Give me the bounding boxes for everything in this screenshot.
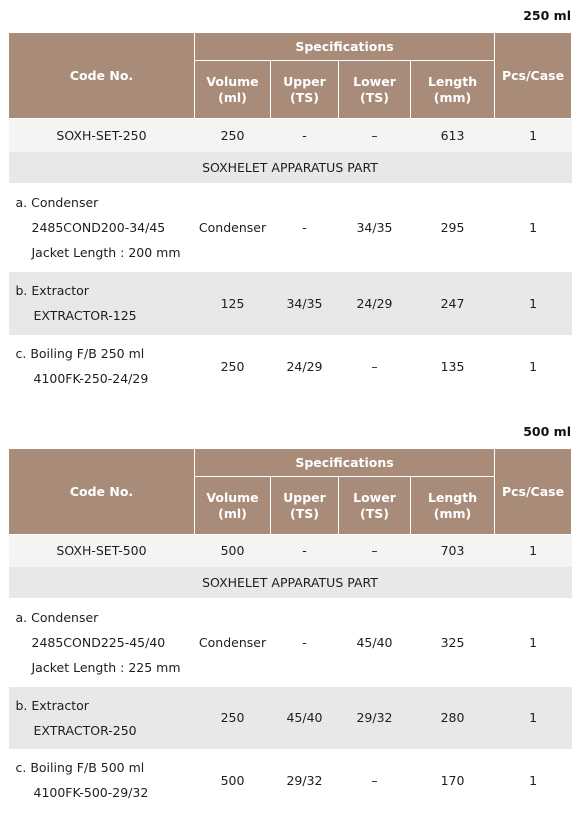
- set-lower: –: [371, 127, 378, 143]
- part-lower: 29/32: [356, 710, 393, 725]
- part-pcs: 1: [529, 634, 538, 650]
- part-volume: Condenser: [198, 219, 267, 235]
- header-length: Length (mm): [411, 477, 495, 535]
- set-length: 613: [440, 127, 465, 143]
- part-lower: –: [371, 358, 378, 374]
- size-label-250: 250 ml: [523, 8, 571, 23]
- part-volume: 250: [220, 358, 245, 374]
- part-code: b. Extractor EXTRACTOR-125: [15, 283, 137, 323]
- part-code: c. Boiling F/B 250 ml 4100FK-250-24/29: [15, 346, 149, 386]
- part-upper: 24/29: [286, 358, 323, 374]
- set-length: 703: [440, 543, 465, 559]
- set-volume: 500: [220, 543, 245, 559]
- header-lower: Lower (TS): [339, 477, 411, 535]
- set-lower: –: [371, 543, 378, 559]
- set-code: SOXH-SET-500: [56, 543, 147, 559]
- header-pcs-case: Pcs/Case: [495, 33, 572, 119]
- part-lower: 45/40: [356, 634, 393, 650]
- part-lower: 24/29: [356, 295, 393, 311]
- part-code: a. Condenser 2485COND225-45/40 Jacket Length : 225 mm: [15, 609, 181, 675]
- header-length: Length (mm): [411, 61, 495, 119]
- set-row: [9, 535, 572, 567]
- set-pcs: 1: [529, 543, 538, 559]
- header-code-no: Code No.: [9, 449, 195, 535]
- part-lower: 34/35: [356, 219, 393, 235]
- section-title-row: [9, 567, 572, 598]
- part-length: 247: [440, 295, 465, 311]
- header-specifications: Specifications: [195, 449, 495, 477]
- set-upper: -: [302, 127, 307, 143]
- part-length: 295: [440, 219, 465, 235]
- part-upper: 29/32: [286, 772, 323, 788]
- part-code: c. Boiling F/B 500 ml 4100FK-500-29/32: [15, 760, 149, 800]
- part-length: 170: [440, 772, 465, 788]
- part-pcs: 1: [529, 772, 538, 788]
- set-row: [9, 119, 572, 152]
- part-lower: –: [371, 772, 378, 788]
- header-pcs-case: Pcs/Case: [495, 449, 572, 535]
- part-upper: 45/40: [286, 710, 323, 725]
- part-pcs: 1: [529, 295, 538, 311]
- table-row: [9, 598, 572, 687]
- part-upper: -: [302, 219, 307, 235]
- header-upper: Upper (TS): [271, 477, 339, 535]
- part-code: b. Extractor EXTRACTOR-250: [15, 697, 137, 738]
- set-upper: -: [302, 543, 307, 559]
- set-pcs: 1: [529, 127, 538, 143]
- set-volume: 250: [220, 127, 245, 143]
- part-volume: 500: [220, 772, 245, 788]
- part-upper: 34/35: [286, 295, 323, 311]
- part-length: 325: [440, 634, 465, 650]
- section-title: SOXHELET APPARATUS PART: [202, 574, 378, 590]
- part-upper: -: [302, 634, 307, 650]
- part-length: 135: [440, 358, 465, 374]
- part-volume: Condenser: [198, 634, 267, 650]
- part-code: a. Condenser 2485COND200-34/45 Jacket Length : 200 mm: [15, 194, 181, 260]
- header-lower: Lower (TS): [339, 61, 411, 119]
- spec-table-250: [8, 32, 572, 398]
- header-volume: Volume (ml): [195, 61, 271, 119]
- size-label-500: 500 ml: [523, 424, 571, 439]
- header-code-no: Code No.: [9, 33, 195, 119]
- table-row: [9, 749, 572, 812]
- header-upper: Upper (TS): [271, 61, 339, 119]
- table-row: [9, 687, 572, 749]
- part-pcs: 1: [529, 358, 538, 374]
- part-pcs: 1: [529, 710, 538, 725]
- part-length: 280: [440, 710, 465, 725]
- table-row: [9, 335, 572, 398]
- header-specifications: Specifications: [195, 33, 495, 61]
- part-volume: 250: [220, 710, 245, 725]
- part-volume: 125: [220, 295, 245, 311]
- set-code: SOXH-SET-250: [56, 127, 147, 143]
- header-volume: Volume (ml): [195, 477, 271, 535]
- table-row: [9, 183, 572, 272]
- table-row: [9, 272, 572, 335]
- section-title: SOXHELET APPARATUS PART: [202, 159, 378, 175]
- spec-table-500: [8, 448, 572, 812]
- part-pcs: 1: [529, 219, 538, 235]
- section-title-row: [9, 152, 572, 183]
